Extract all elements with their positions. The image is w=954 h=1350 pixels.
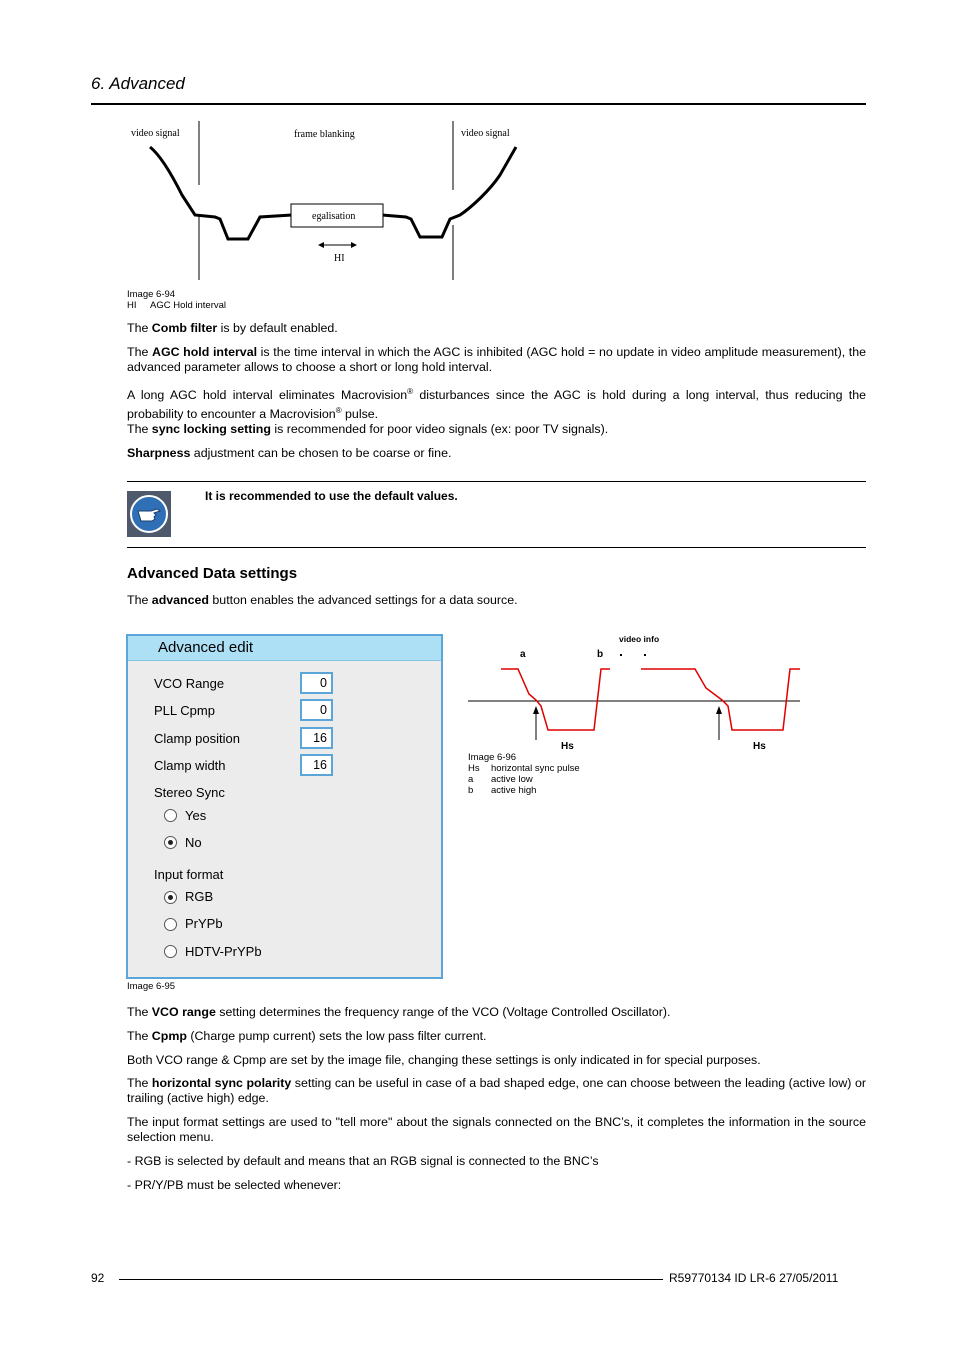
caption-image-6-94 xyxy=(127,289,226,311)
input-format-label: Input format xyxy=(154,867,224,882)
dialog-titlebar xyxy=(128,636,441,661)
input-format-rgb-label[interactable]: RGB xyxy=(185,889,214,904)
clamp-width-input[interactable]: 16 xyxy=(300,754,333,776)
note-bottom-rule xyxy=(127,547,866,548)
paragraph-prypb: - PR/Y/PB must be selected whenever: xyxy=(127,1178,342,1192)
input-format-hdtv-radio[interactable] xyxy=(164,945,177,958)
input-format-rgb-radio[interactable] xyxy=(164,891,177,904)
paragraph-both: Both VCO range & Cpmp are set by the image file, changing these settings is only indicated in for special purposes. xyxy=(127,1053,761,1067)
paragraph-rgb: - RGB is selected by default and means that an RGB signal is connected to the BNC’s xyxy=(127,1154,599,1168)
clamp-position-label: Clamp position xyxy=(154,731,240,746)
note-top-rule xyxy=(127,481,866,482)
paragraph-vco-range: The VCO range setting determines the frequency range of the VCO (Voltage Controlled Oscillator). xyxy=(127,1005,671,1019)
dialog-title: Advanced edit xyxy=(158,639,254,656)
vco-range-input[interactable]: 0 xyxy=(300,672,333,694)
chapter-title: 6. Advanced xyxy=(91,74,185,93)
sync-polarity-diagram xyxy=(466,628,806,753)
paragraph-cpmp: The Cpmp (Charge pump current) sets the low pass filter current. xyxy=(127,1029,487,1043)
vco-range-label: VCO Range xyxy=(154,676,225,691)
stereo-sync-no-label[interactable]: No xyxy=(185,835,202,850)
caption-key: HI xyxy=(127,300,137,311)
label-hs-1: Hs xyxy=(561,741,574,752)
section-heading: Advanced Data settings xyxy=(127,565,298,582)
document-id: R59770134 ID LR-6 27/05/2011 xyxy=(669,1271,839,1285)
input-format-hdtv-label[interactable]: HDTV-PrYPb xyxy=(185,944,262,959)
label-a: a xyxy=(520,649,526,660)
paragraph-sharpness: Sharpness adjustment can be chosen to be coarse or fine. xyxy=(127,446,452,460)
caption-title: Image 6-96 xyxy=(468,752,517,763)
label-frame-blanking: frame blanking xyxy=(294,129,355,140)
paragraph-input-format: The input format settings are used to "tell more" about the signals connected on the BNC’s, it completes the information in the source selection menu. xyxy=(127,1115,866,1144)
pointing-hand-icon xyxy=(127,491,171,537)
label-hi: HI xyxy=(334,253,345,264)
note-text: It is recommended to use the default values. xyxy=(205,489,458,503)
caption-image-6-96: Image 6-96 Hs horizontal sync pulse a active low b active high xyxy=(468,752,580,796)
paragraph-sync-polarity: The horizontal sync polarity setting can be useful in case of a bad shaped edge, one can choose between the leading (active low) or trailing (active high) edge. xyxy=(127,1076,867,1105)
pll-cpmp-label: PLL Cpmp xyxy=(154,703,215,718)
header-rule xyxy=(91,103,866,105)
pll-cpmp-input[interactable]: 0 xyxy=(300,699,333,721)
stereo-sync-yes-radio[interactable] xyxy=(164,809,177,822)
caption-title: Image 6-94 xyxy=(127,289,176,300)
input-format-prypb-label[interactable]: PrYPb xyxy=(185,916,223,931)
stereo-sync-yes-label[interactable]: Yes xyxy=(185,808,207,823)
agc-hold-diagram xyxy=(120,115,540,285)
label-hs-2: Hs xyxy=(753,741,766,752)
advanced-edit-dialog xyxy=(126,634,443,979)
label-video-info: video info xyxy=(619,634,660,644)
page-number: 92 xyxy=(91,1271,105,1285)
stereo-sync-no-radio[interactable] xyxy=(164,836,177,849)
clamp-width-label: Clamp width xyxy=(154,758,226,773)
paragraph-agc-hold: The AGC hold interval is the time interval in which the AGC is inhibited (AGC hold = no update in video amplitude measurement), the advanced parameter allows to choose a short or long hold interval. xyxy=(127,345,866,374)
paragraph-macrovision: A long AGC hold interval eliminates Macrovision® disturbances since the AGC is hold during a long interval, thus reducing the probability to encounter a Macrovision® pulse. xyxy=(127,387,866,422)
footer-rule xyxy=(119,1279,663,1280)
input-format-prypb-radio[interactable] xyxy=(164,918,177,931)
label-video-signal-right: video signal xyxy=(461,128,510,139)
label-b: b xyxy=(597,649,604,660)
label-egalisation: egalisation xyxy=(312,211,356,222)
clamp-position-input[interactable]: 16 xyxy=(300,727,333,749)
paragraph-advanced-intro: The advanced button enables the advanced settings for a data source. xyxy=(127,593,518,607)
note-icon-box xyxy=(127,491,171,537)
caption-image-6-95: Image 6-95 xyxy=(127,981,176,992)
caption-desc: AGC Hold interval xyxy=(150,300,227,311)
label-video-signal-left: video signal xyxy=(131,128,180,139)
paragraph-sync-locking: The sync locking setting is recommended for poor video signals (ex: poor TV signals). xyxy=(127,422,609,436)
paragraph-comb-filter: The Comb filter is by default enabled. xyxy=(127,321,338,335)
stereo-sync-label: Stereo Sync xyxy=(154,785,225,800)
